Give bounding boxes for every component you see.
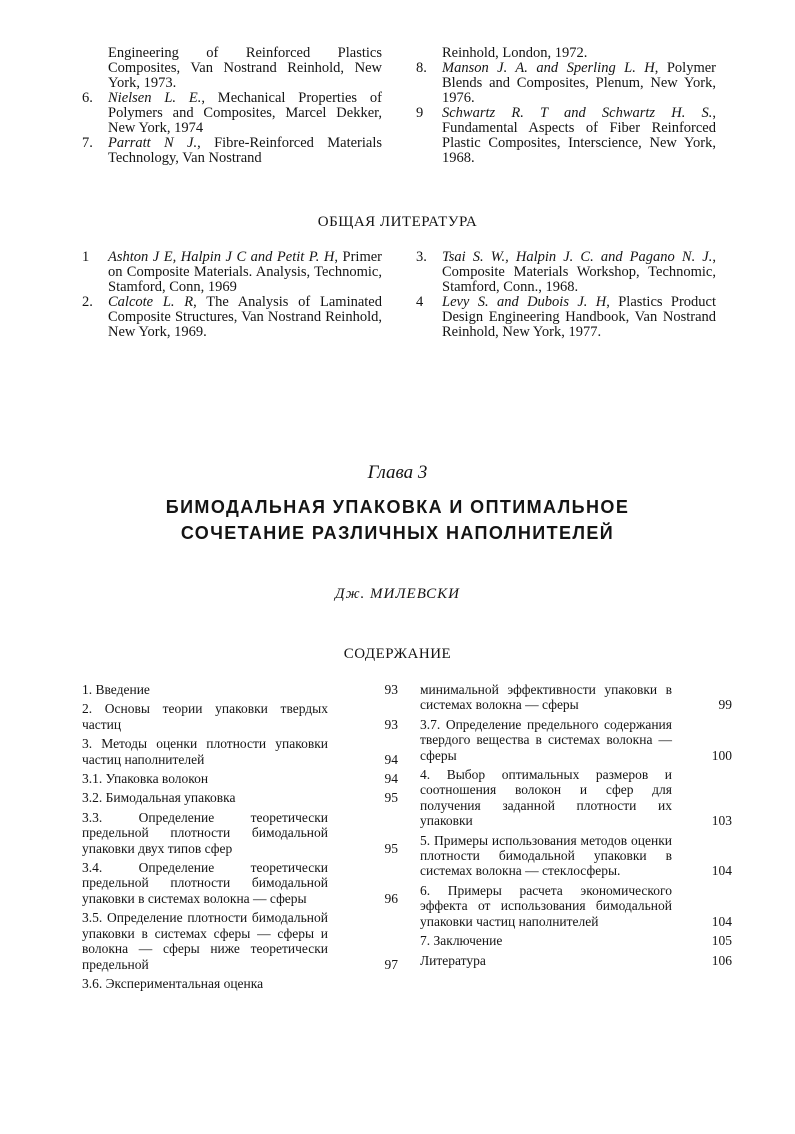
toc-entry[interactable]: 3.1. Упаковка волокон 94 — [82, 771, 398, 787]
toc-entry[interactable]: минимальной эффективности упаковки в системах волокна — сферы 99 — [420, 682, 732, 713]
toc-entry[interactable]: 4. Выбор оптимальных размеров и соотношения волокон и сфер для получения заданной плотности их упаковки 103 — [420, 767, 732, 829]
general-literature-left-column — [82, 250, 382, 340]
reference-item: 7. Parratt N J., Fibre-Reinforced Materials Technology, Van Nostrand — [82, 135, 383, 166]
chapter-title-line-2: СОЧЕТАНИЕ РАЗЛИЧНЫХ НАПОЛНИТЕЛЕЙ — [180, 523, 615, 543]
reference-item: 1 Ashton J E, Halpin J C and Petit P. H, Primer on Composite Materials. Analysis, Technomic, Stamford, Conn, 1969 — [82, 249, 383, 295]
reference-item: 4 Levy S. and Dubois J. H, Plastics Product Design Engineering Handbook, Van Nostrand Reinhold, New York, 1977. — [416, 294, 716, 340]
general-literature-title: ОБЩАЯ ЛИТЕРАТУРА — [317, 214, 478, 230]
contents-right-column — [420, 682, 732, 972]
reference-item: Reinhold, London, 1972. — [442, 45, 588, 61]
toc-entry[interactable]: Литература 106 — [420, 952, 732, 968]
contents-left-column — [82, 682, 398, 995]
toc-entry[interactable]: 3.3. Определение теоретически предельной плотности бимодальной упаковки двух типов сфер 95 — [82, 809, 398, 856]
reference-item: 8. Manson J. A. and Sperling L. H, Polymer Blends and Composites, Plenum, New York, 1976. — [416, 60, 716, 106]
toc-entry[interactable]: 1. Введение 93 — [82, 682, 398, 697]
references-left-column — [82, 46, 382, 166]
chapter-title-line-1: БИМОДАЛЬНАЯ УПАКОВКА И ОПТИМАЛЬНОЕ — [165, 497, 630, 517]
toc-entry[interactable]: 5. Примеры использования методов оценки плотности бимодальной упаковки в системах волокна — стеклосферы. 104 — [420, 832, 732, 879]
chapter-author: Дж. МИЛЕВСКИ — [335, 586, 460, 602]
toc-entry[interactable]: 3.7. Определение предельного содержания твердого вещества в системах волокна — сферы 100 — [420, 716, 732, 763]
reference-item: 2. Calcote L. R, The Analysis of Laminated Composite Structures, Van Nostrand Reinhold, New York, 1969. — [82, 294, 382, 340]
toc-entry[interactable]: 3.2. Бимодальная упаковка 95 — [82, 790, 398, 806]
reference-item: 6. Nielsen L. E., Mechanical Properties of Polymers and Composites, Marcel Dekker, New York, 1974 — [82, 90, 382, 136]
toc-entry[interactable]: 3.5. Определение плотности бимодальной упаковки в системах сферы — сферы и волокна — сферы ниже теоретически предельной 97 — [82, 910, 398, 972]
reference-item: 3. Tsai S. W., Halpin J. C. and Pagano N. J., Composite Materials Workshop, Technomic, Stamford, Conn., 1968. — [416, 249, 716, 295]
references-right-column — [416, 46, 716, 166]
toc-entry[interactable]: 2. Основы теории упаковки твердых частиц 93 — [82, 701, 398, 732]
chapter-label: Глава 3 — [367, 462, 428, 483]
toc-entry[interactable]: 7. Заключение 105 — [420, 933, 732, 949]
toc-entry[interactable]: 3. Методы оценки плотности упаковки частиц наполнителей 94 — [82, 736, 398, 767]
general-literature-right-column — [416, 250, 716, 340]
toc-entry[interactable]: 3.4. Определение теоретически предельной плотности бимодальной упаковки в системах волокна — сферы 96 — [82, 860, 398, 906]
reference-item: Engineering of Reinforced Plastics Composites, Van Nostrand Reinhold, New York, 1973. — [108, 45, 382, 91]
toc-entry[interactable]: 6. Примеры расчета экономического эффекта от использования бимодальной упаковки частиц наполнителей 104 — [420, 882, 732, 929]
contents-title: СОДЕРЖАНИЕ — [343, 646, 452, 662]
reference-item: 9 Schwartz R. T and Schwartz H. S., Fundamental Aspects of Fiber Reinforced Plastic Composites, Interscience, New York, 1968. — [416, 105, 716, 166]
toc-entry[interactable]: 3.6. Экспериментальная оценка — [82, 975, 264, 991]
